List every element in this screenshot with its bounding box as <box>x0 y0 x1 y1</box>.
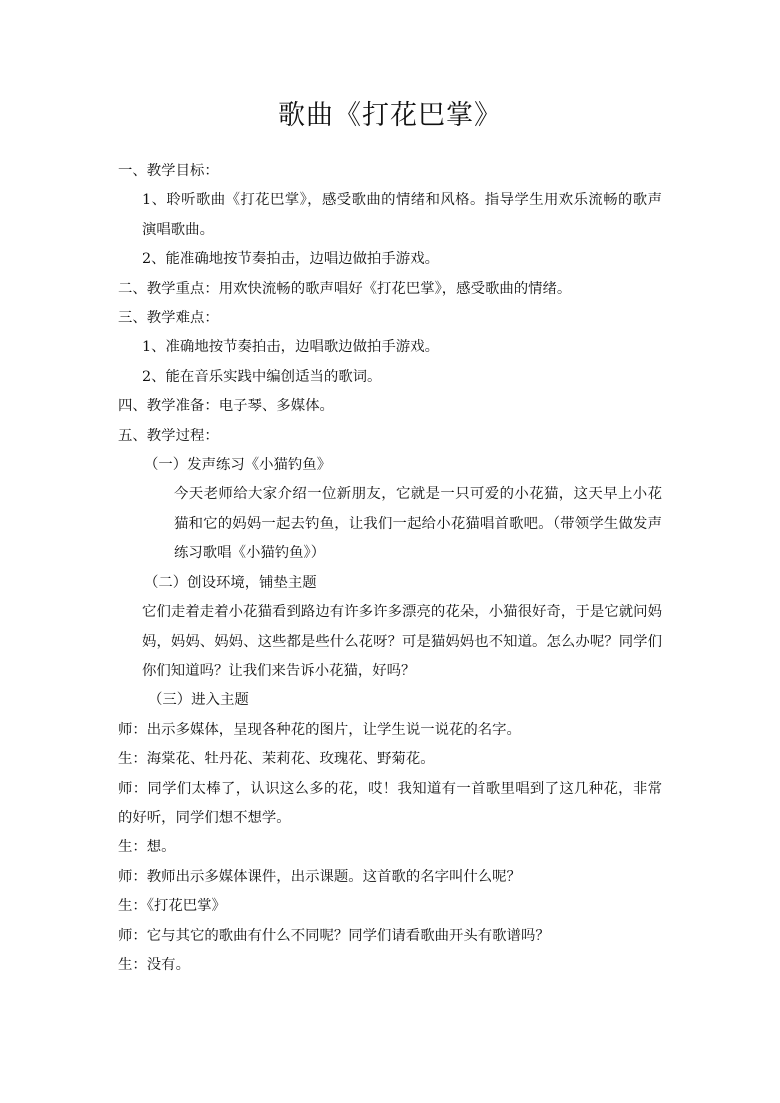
section-heading-difficulties: 三、教学难点： <box>118 310 219 327</box>
dialogue-line: 师：出示多媒体，呈现各种花的图片，让学生说一说花的名字。 <box>118 721 521 738</box>
dialogue-line: 生：想。 <box>118 839 176 856</box>
objective-item-1: 1、聆听歌曲《打花巴掌》，感受歌曲的情绪和风格。指导学生用欢乐流畅的歌声演唱歌曲。 <box>142 192 662 238</box>
dialogue-line: 生：没有。 <box>118 956 190 973</box>
document-body <box>118 157 662 980</box>
process-step-2-heading: （二）创设环境，铺垫主题 <box>144 574 317 591</box>
section-heading-preparation: 四、教学准备：电子琴、多媒体。 <box>118 398 334 415</box>
objective-item-2: 2、能准确地按节奏拍击，边唱边做拍手游戏。 <box>142 251 439 268</box>
process-step-1-text: 今天老师给大家介绍一位新朋友，它就是一只可爱的小花猫，这天早上小花猫和它的妈妈一起去钓鱼，让我们一起给小花猫唱首歌吧。（带领学生做发声练习歌唱《小猫钓鱼》） <box>174 486 662 562</box>
section-heading-objectives: 一、教学目标： <box>118 163 219 179</box>
process-step-3-heading: （三）进入主题 <box>148 692 249 709</box>
document-title: 歌曲《打花巴掌》 <box>278 100 502 131</box>
dialogue-line: 师：它与其它的歌曲有什么不同呢？同学们请看歌曲开头有歌谱吗？ <box>118 927 550 944</box>
dialogue-line: 师：同学们太棒了，认识这么多的花，哎！我知道有一首歌里唱到了这几种花，非常的好听，同学们想不想学。 <box>118 780 662 826</box>
process-step-1-heading: （一）发声练习《小猫钓鱼》 <box>144 457 332 474</box>
process-step-2-text: 它们走着走着小花猫看到路边有许多许多漂亮的花朵，小猫很好奇，于是它就问妈妈，妈妈、妈妈、这些都是些什么花呀？可是猫妈妈也不知道。怎么办呢？同学们你们知道吗？让我们来告诉小花猫，好吗？ <box>142 604 662 679</box>
difficulty-item-2: 2、能在音乐实践中编创适当的歌词。 <box>142 368 382 385</box>
section-heading-process: 五、教学过程： <box>118 427 219 444</box>
dialogue-line: 生：《打花巴掌》 <box>118 898 226 915</box>
dialogue-line: 师：教师出示多媒体课件，出示课题。这首歌的名字叫什么呢？ <box>118 868 521 885</box>
section-heading-key-points: 二、教学重点：用欢快流畅的歌声唱好《打花巴掌》，感受歌曲的情绪。 <box>118 280 572 297</box>
difficulty-item-1: 1、准确地按节奏拍击，边唱歌边做拍手游戏。 <box>142 339 439 356</box>
dialogue-line: 生：海棠花、牡丹花、茉莉花、玫瑰花、野菊花。 <box>118 751 435 768</box>
